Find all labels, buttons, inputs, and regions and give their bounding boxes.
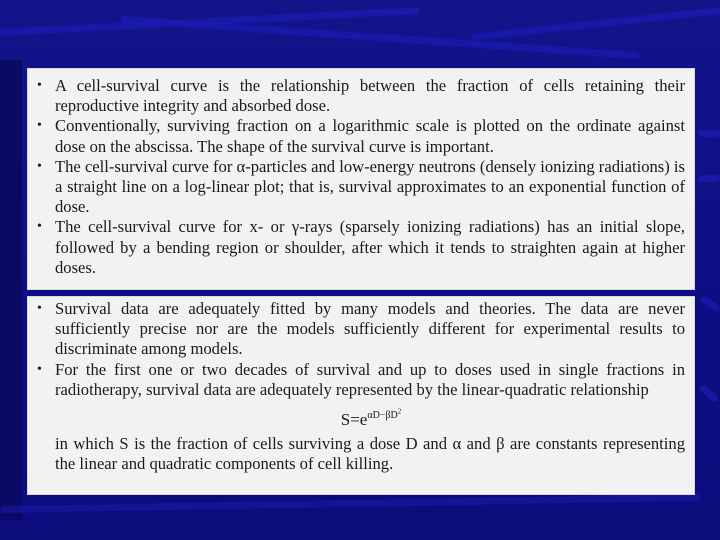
background-streak <box>470 6 720 40</box>
bullet-item: • Conventionally, surviving fraction on a logarithmic scale is plotted on the ordinate against dose on the abscissa. The shape of the survival curve is important. <box>31 116 685 156</box>
text-panel-top <box>27 68 695 290</box>
bullet-item: • The cell-survival curve for α-particles and low-energy neutrons (densely ionizing radiations) is a straight line on a log-linear plot; that is, survival approximates to an exponential function of dose. <box>31 157 685 218</box>
linear-quadratic-formula <box>27 402 695 430</box>
formula-exponent: αD−βD <box>367 410 398 422</box>
formula-base: S=e <box>340 410 368 429</box>
background-streak <box>698 130 720 137</box>
bullet-item: • A cell-survival curve is the relationship between the fraction of cells retaining their reproductive integrity and absorbed dose. <box>31 76 685 116</box>
background-streak <box>700 295 720 312</box>
background-streak <box>698 384 719 404</box>
formula-explanation: in which S is the fraction of cells surviving a dose D and α and β are constants representing the linear and quadratic components of cell killing. <box>55 434 685 474</box>
bullet-item: • The cell-survival curve for x- or γ-rays (sparsely ionizing radiations) has an initial slope, followed by a bending region or shoulder, after which it tends to straighten again at higher doses. <box>31 217 685 278</box>
formula-exponent-power: 2 <box>397 408 402 417</box>
background-streak <box>120 16 639 59</box>
background-slab <box>0 60 22 520</box>
text-panel-bottom <box>27 296 695 495</box>
bullet-item: • For the first one or two decades of survival and up to doses used in single fractions in radiotherapy, survival data are adequately represented by the linear-quadratic relationship <box>31 360 685 400</box>
bullet-item: • Survival data are adequately fitted by many models and theories. The data are never sufficiently precise nor are the models sufficiently different for experimental results to discriminate among models. <box>31 299 685 360</box>
bullet-list <box>27 68 695 278</box>
bullet-list <box>27 296 695 400</box>
background-streak <box>0 494 700 513</box>
background-streak <box>698 175 720 182</box>
